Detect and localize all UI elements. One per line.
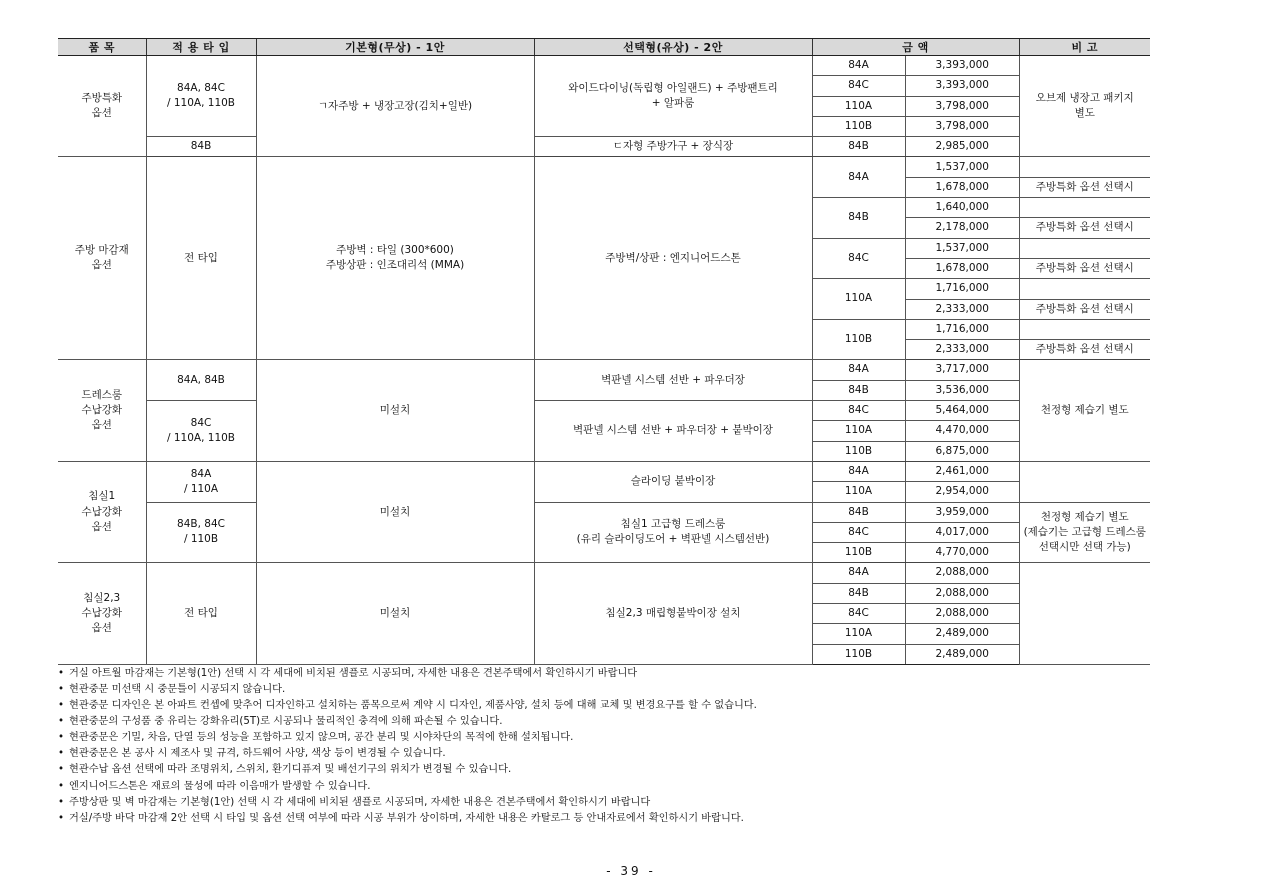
row-type: 110B xyxy=(812,644,905,664)
type-cell: 84A, 84C / 110A, 110B xyxy=(146,56,256,137)
option-cell: 벽판넬 시스템 선반 + 파우더장 xyxy=(534,360,812,401)
remark-cell: 주방특화 옵션 선택시 xyxy=(1019,258,1150,278)
header-apply-type: 적 용 타 입 xyxy=(146,39,256,56)
amount-cell: 3,393,000 xyxy=(905,56,1019,76)
options-document xyxy=(58,38,1150,827)
type-cell: 84A / 110A xyxy=(146,461,256,502)
note-item: • 현관중문의 구성품 중 유리는 강화유리(5T)로 시공되나 물리적인 충격에 의해 파손될 수 있습니다. xyxy=(58,714,1150,730)
basic-cell: 미설치 xyxy=(256,461,534,562)
row-type: 84B xyxy=(812,380,905,400)
amount-cell: 2,088,000 xyxy=(905,604,1019,624)
note-item: • 현관중문은 본 공사 시 제조사 및 규격, 하드웨어 사양, 색상 등이 변경될 수 있습니다. xyxy=(58,746,1150,762)
amount-cell: 1,678,000 xyxy=(905,258,1019,278)
row-type: 84A xyxy=(812,563,905,583)
table-header-row xyxy=(58,39,1150,56)
row-type: 84B xyxy=(812,198,905,239)
table-row xyxy=(58,56,1150,76)
amount-cell: 3,798,000 xyxy=(905,116,1019,136)
amount-cell: 3,717,000 xyxy=(905,360,1019,380)
row-type: 110A xyxy=(812,421,905,441)
note-item: • 엔지니어드스톤은 재료의 물성에 따라 이음매가 발생할 수 있습니다. xyxy=(58,779,1150,795)
remark-cell xyxy=(1019,319,1150,339)
remark-cell xyxy=(1019,238,1150,258)
row-type: 84A xyxy=(812,157,905,198)
amount-cell: 1,640,000 xyxy=(905,198,1019,218)
remark-cell xyxy=(1019,198,1150,218)
remark-cell xyxy=(1019,157,1150,177)
option-price-table xyxy=(58,38,1150,665)
note-item: • 현관중문은 기밀, 차음, 단열 등의 성능을 포함하고 있지 않으며, 공간 분리 및 시야차단의 목적에 한해 설치됩니다. xyxy=(58,730,1150,746)
row-type: 84A xyxy=(812,56,905,76)
table-row xyxy=(58,360,1150,380)
row-type: 84C xyxy=(812,604,905,624)
remark-cell: 오브제 냉장고 패키지 별도 xyxy=(1019,56,1150,157)
note-item: • 현관수납 옵션 선택에 따라 조명위치, 스위치, 환기디퓨져 및 배선기구의 위치가 변경될 수 있습니다. xyxy=(58,762,1150,778)
row-type: 84B xyxy=(812,502,905,522)
row-type: 84A xyxy=(812,461,905,481)
item-kitchen-special: 주방특화 옵션 xyxy=(58,56,146,157)
amount-cell: 4,770,000 xyxy=(905,543,1019,563)
row-type: 84A xyxy=(812,360,905,380)
remark-cell: 주방특화 옵션 선택시 xyxy=(1019,218,1150,238)
amount-cell: 1,537,000 xyxy=(905,157,1019,177)
row-type: 110B xyxy=(812,116,905,136)
remark-cell: 천정형 제습기 별도 xyxy=(1019,360,1150,461)
amount-cell: 5,464,000 xyxy=(905,401,1019,421)
amount-cell: 1,678,000 xyxy=(905,177,1019,197)
amount-cell: 4,017,000 xyxy=(905,522,1019,542)
row-type: 110B xyxy=(812,441,905,461)
header-amount: 금 액 xyxy=(812,39,1019,56)
basic-cell: 주방벽 : 타일 (300*600) 주방상판 : 인조대리석 (MMA) xyxy=(256,157,534,360)
option-cell: 슬라이딩 붙박이장 xyxy=(534,461,812,502)
option-cell: 와이드다이닝(독립형 아일랜드) + 주방팬트리 + 알파룸 xyxy=(534,56,812,137)
table-row xyxy=(58,401,1150,421)
amount-cell: 2,489,000 xyxy=(905,624,1019,644)
amount-cell: 3,393,000 xyxy=(905,76,1019,96)
table-row xyxy=(58,157,1150,177)
amount-cell: 2,088,000 xyxy=(905,563,1019,583)
row-type: 84B xyxy=(812,137,905,157)
row-type: 84C xyxy=(812,522,905,542)
table-row xyxy=(58,461,1150,481)
item-dressroom: 드레스룸 수납강화 옵션 xyxy=(58,360,146,461)
row-type: 110A xyxy=(812,482,905,502)
basic-cell: ㄱ자주방 + 냉장고장(김치+일반) xyxy=(256,56,534,157)
amount-cell: 2,178,000 xyxy=(905,218,1019,238)
note-item: • 거실 아트월 마감재는 기본형(1안) 선택 시 각 세대에 비치된 샘플로 시공되며, 자세한 내용은 견본주택에서 확인하시기 바랍니다 xyxy=(58,666,1150,682)
row-type: 110A xyxy=(812,279,905,320)
option-cell: 주방벽/상판 : 엔지니어드스톤 xyxy=(534,157,812,360)
table-row xyxy=(58,563,1150,583)
item-bedroom1: 침실1 수납강화 옵션 xyxy=(58,461,146,562)
notes-list xyxy=(58,666,1150,827)
header-item: 품 목 xyxy=(58,39,146,56)
type-cell: 84A, 84B xyxy=(146,360,256,401)
basic-cell: 미설치 xyxy=(256,360,534,461)
amount-cell: 2,954,000 xyxy=(905,482,1019,502)
amount-cell: 4,470,000 xyxy=(905,421,1019,441)
amount-cell: 2,088,000 xyxy=(905,583,1019,603)
amount-cell: 1,716,000 xyxy=(905,319,1019,339)
remark-cell: 주방특화 옵션 선택시 xyxy=(1019,177,1150,197)
table-row xyxy=(58,137,1150,157)
option-cell: 침실2,3 매립형붙박이장 설치 xyxy=(534,563,812,664)
row-type: 110B xyxy=(812,319,905,360)
header-remark: 비 고 xyxy=(1019,39,1150,56)
amount-cell: 3,536,000 xyxy=(905,380,1019,400)
remark-cell xyxy=(1019,279,1150,299)
amount-cell: 2,985,000 xyxy=(905,137,1019,157)
amount-cell: 2,333,000 xyxy=(905,299,1019,319)
type-cell: 84C / 110A, 110B xyxy=(146,401,256,462)
page-number: - 39 - xyxy=(606,864,656,878)
amount-cell: 2,489,000 xyxy=(905,644,1019,664)
header-basic: 기본형(무상) - 1안 xyxy=(256,39,534,56)
row-type: 84C xyxy=(812,76,905,96)
remark-cell xyxy=(1019,461,1150,502)
row-type: 110B xyxy=(812,543,905,563)
note-item: • 현관중문 미선택 시 중문틀이 시공되지 않습니다. xyxy=(58,682,1150,698)
remark-cell: 주방특화 옵션 선택시 xyxy=(1019,299,1150,319)
amount-cell: 1,537,000 xyxy=(905,238,1019,258)
table-row xyxy=(58,502,1150,522)
amount-cell: 2,333,000 xyxy=(905,340,1019,360)
item-bedroom23: 침실2,3 수납강화 옵션 xyxy=(58,563,146,664)
note-item: • 현관중문 디자인은 본 아파트 컨셉에 맞추어 디자인하고 설치하는 품목으로써 계약 시 디자인, 제품사양, 설치 등에 대해 교체 및 변경요구를 할 수 없습니다. xyxy=(58,698,1150,714)
remark-cell: 주방특화 옵션 선택시 xyxy=(1019,340,1150,360)
amount-cell: 6,875,000 xyxy=(905,441,1019,461)
type-cell: 84B xyxy=(146,137,256,157)
amount-cell: 2,461,000 xyxy=(905,461,1019,481)
option-cell: ㄷ자형 주방가구 + 장식장 xyxy=(534,137,812,157)
remark-cell xyxy=(1019,563,1150,664)
row-type: 84B xyxy=(812,583,905,603)
amount-cell: 3,959,000 xyxy=(905,502,1019,522)
type-cell: 84B, 84C / 110B xyxy=(146,502,256,563)
row-type: 110A xyxy=(812,624,905,644)
header-option: 선택형(유상) - 2안 xyxy=(534,39,812,56)
option-cell: 침실1 고급형 드레스룸 (유리 슬라이딩도어 + 벽판넬 시스템선반) xyxy=(534,502,812,563)
row-type: 84C xyxy=(812,401,905,421)
row-type: 110A xyxy=(812,96,905,116)
amount-cell: 3,798,000 xyxy=(905,96,1019,116)
note-item: • 거실/주방 바닥 마감재 2안 선택 시 타입 및 옵션 선택 여부에 따라 시공 부위가 상이하며, 자세한 내용은 카탈로그 등 안내자료에서 확인하시기 바랍니다. xyxy=(58,811,1150,827)
remark-cell: 천정형 제습기 별도 (제습기는 고급형 드레스룸 선택시만 선택 가능) xyxy=(1019,502,1150,563)
option-cell: 벽판넬 시스템 선반 + 파우더장 + 붙박이장 xyxy=(534,401,812,462)
type-cell: 전 타입 xyxy=(146,563,256,664)
row-type: 84C xyxy=(812,238,905,279)
item-kitchen-finish: 주방 마감재 옵션 xyxy=(58,157,146,360)
type-cell: 전 타입 xyxy=(146,157,256,360)
basic-cell: 미설치 xyxy=(256,563,534,664)
note-item: • 주방상판 및 벽 마감재는 기본형(1안) 선택 시 각 세대에 비치된 샘플로 시공되며, 자세한 내용은 견본주택에서 확인하시기 바랍니다 xyxy=(58,795,1150,811)
amount-cell: 1,716,000 xyxy=(905,279,1019,299)
